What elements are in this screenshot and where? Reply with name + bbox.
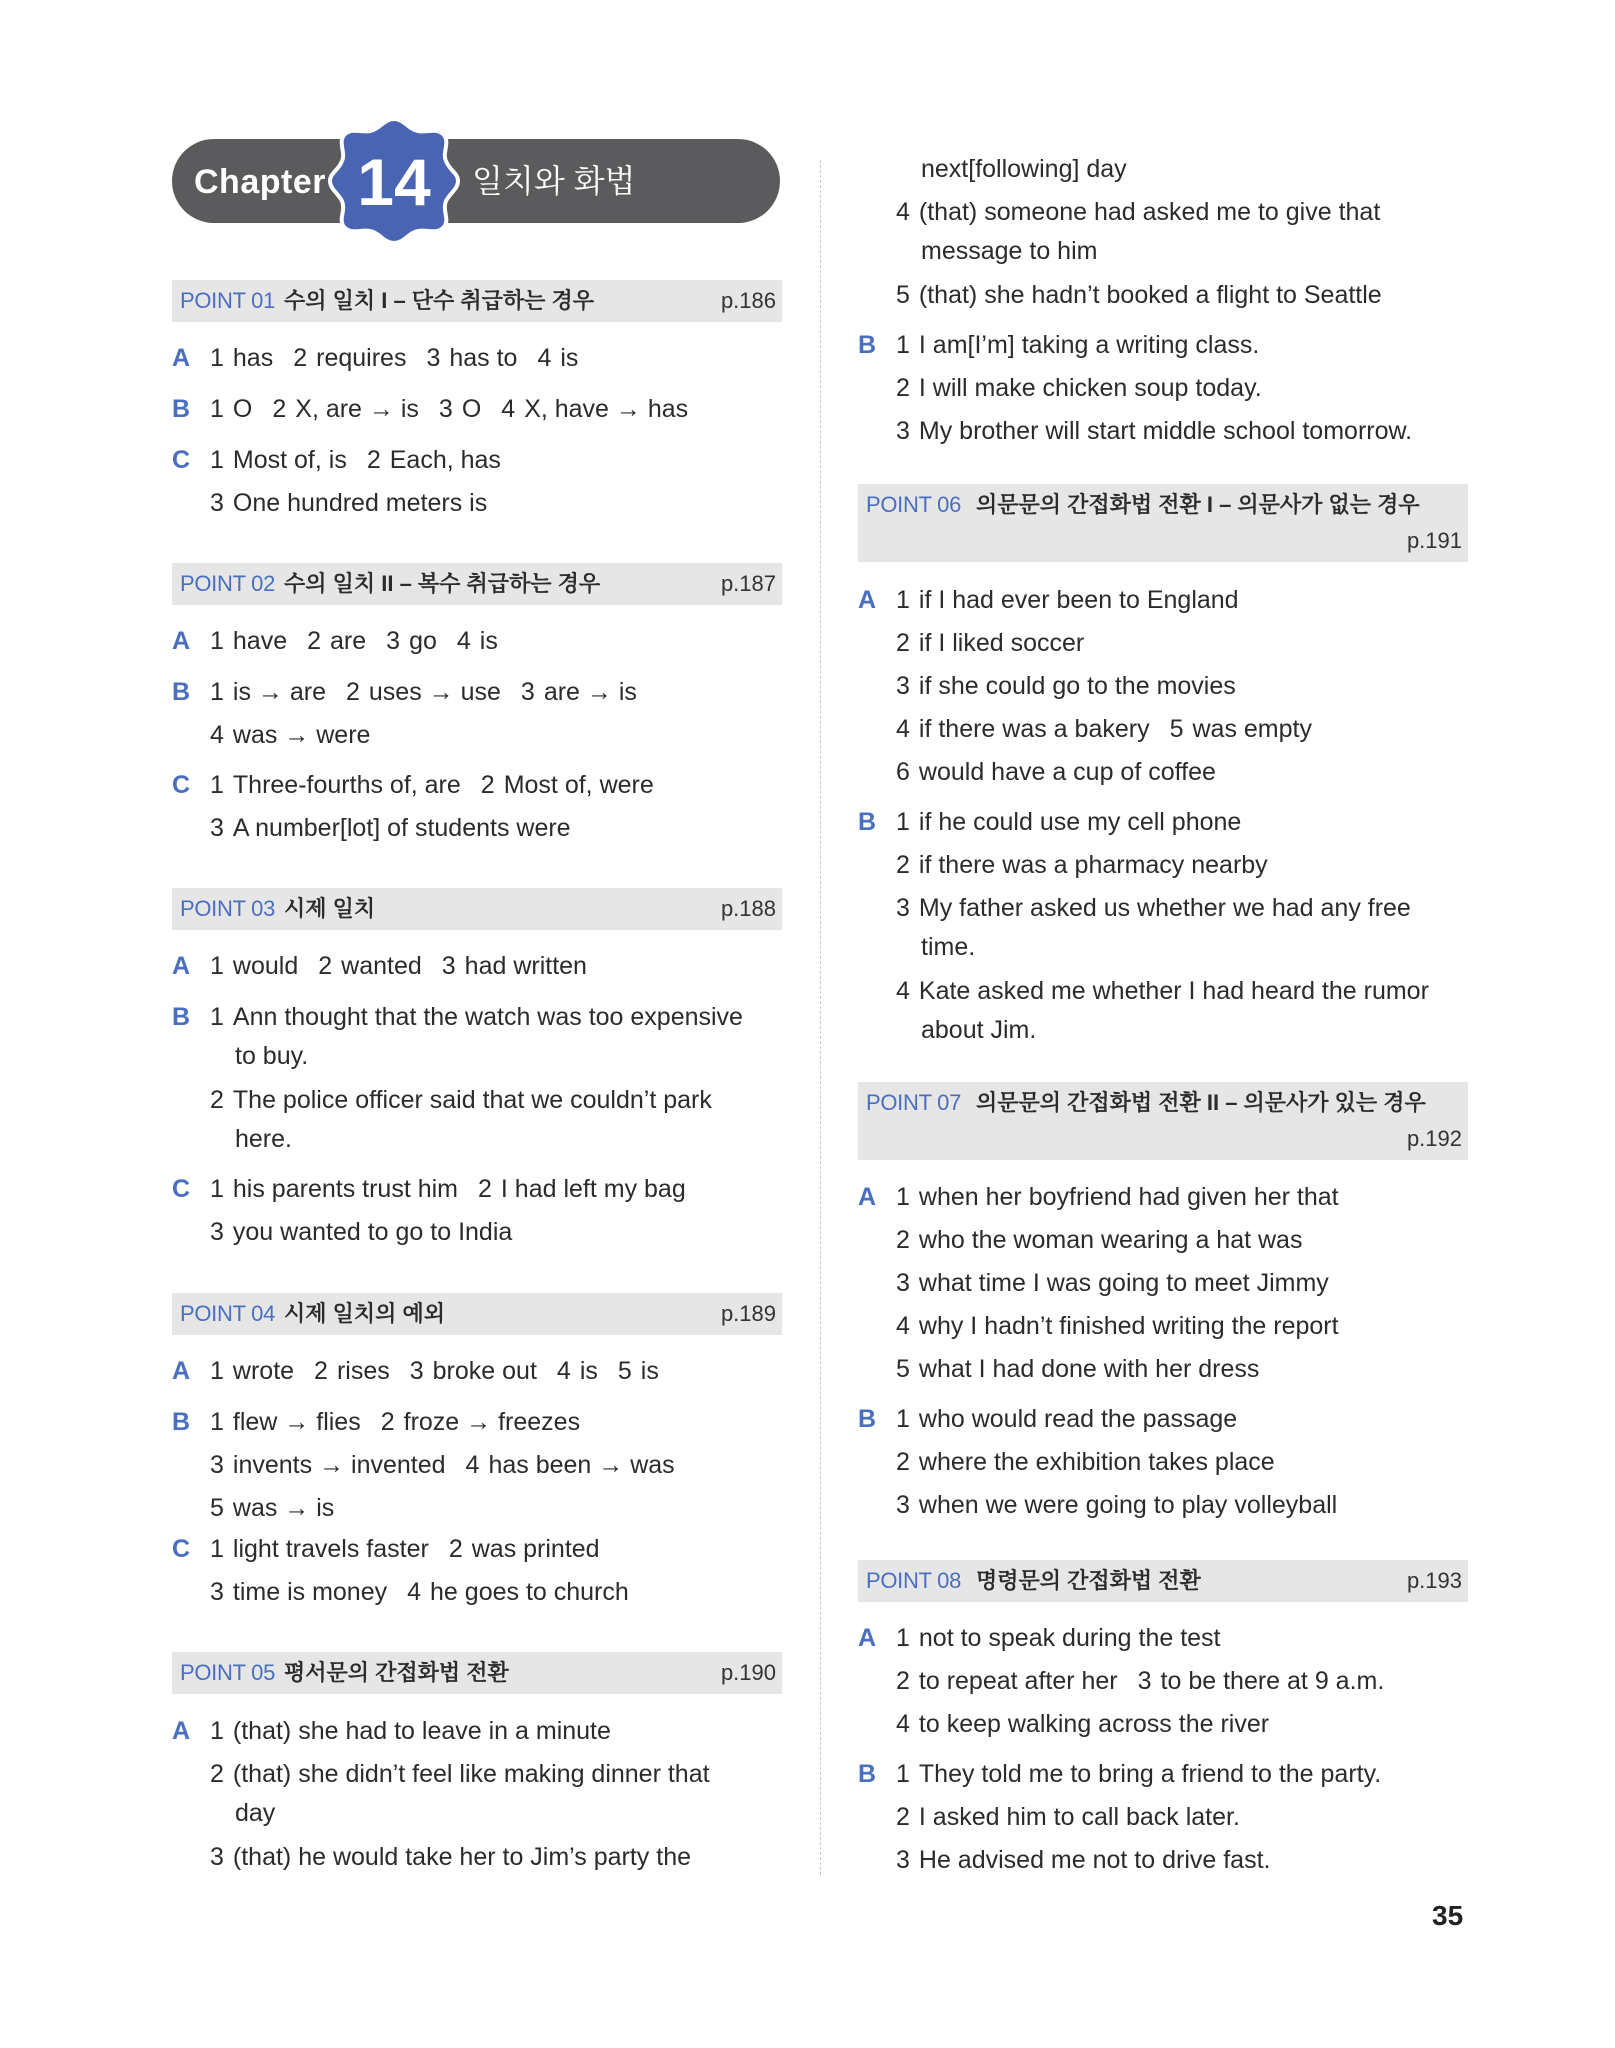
point-page-ref: p.188 <box>720 896 776 921</box>
answer-line: 5 was → is <box>210 1494 335 1522</box>
point-06-header <box>858 484 1468 562</box>
answer-line: 2 I asked him to call back later. <box>896 1803 1240 1831</box>
answer-line: 2 (that) she didn’t feel like making dinner that <box>210 1760 710 1788</box>
page-number: 35 <box>1432 1900 1464 1931</box>
answer-line: 3 you wanted to go to India <box>210 1218 513 1246</box>
point-05-header <box>172 1652 782 1694</box>
answer-line: 6 would have a cup of coffee <box>896 758 1216 786</box>
answer-line: 2 if there was a pharmacy nearby <box>896 851 1268 879</box>
answer-letter-c: C <box>172 1175 191 1203</box>
answer-line: 1 has 2 requires 3 has to 4 is <box>210 344 579 372</box>
point-08-header <box>858 1560 1468 1602</box>
answer-line: 1 when her boyfriend had given her that <box>896 1183 1339 1211</box>
column-divider <box>820 160 821 1875</box>
point-page-ref: p.192 <box>1406 1126 1462 1151</box>
answer-line-continuation: about Jim. <box>921 1016 1037 1044</box>
point-title: 수의 일치 I – 단수 취급하는 경우 <box>284 288 595 313</box>
answer-letter-a: A <box>858 1183 877 1211</box>
answer-letter-a: A <box>172 1357 191 1385</box>
point-page-ref: p.193 <box>1406 1568 1462 1593</box>
answer-line: 3 what time I was going to meet Jimmy <box>896 1269 1329 1297</box>
point-title: 시제 일치의 예외 <box>284 1301 445 1326</box>
answer-line: 4 Kate asked me whether I had heard the rumor <box>896 977 1429 1005</box>
answer-letter-a: A <box>858 1624 877 1652</box>
answer-line: 1 Ann thought that the watch was too expensive <box>210 1003 743 1031</box>
answer-line: 2 The police officer said that we couldn’t park <box>210 1086 712 1114</box>
point-03-header <box>172 888 782 930</box>
answer-line-continuation: to buy. <box>235 1042 309 1070</box>
answer-line: 4 if there was a bakery 5 was empty <box>896 715 1312 743</box>
answer-letter-a: A <box>172 1717 191 1745</box>
answer-letter-b: B <box>858 331 877 359</box>
answer-line: 1 would 2 wanted 3 had written <box>210 952 587 980</box>
point-title: 의문문의 간접화법 전환 I – 의문사가 없는 경우 <box>976 492 1420 517</box>
answer-line: 4 (that) someone had asked me to give that <box>896 198 1381 226</box>
answer-letter-b: B <box>172 1003 191 1031</box>
answer-line: 1 They told me to bring a friend to the party. <box>896 1760 1382 1788</box>
answer-line: 3 One hundred meters is <box>210 489 488 517</box>
chapter-number: 14 <box>357 145 431 219</box>
point-page-ref: p.191 <box>1406 528 1462 553</box>
answer-line: 1 his parents trust him 2 I had left my bag <box>210 1175 686 1203</box>
answer-line: 2 to repeat after her 3 to be there at 9 a.m. <box>896 1667 1385 1695</box>
answer-line: 1 (that) she had to leave in a minute <box>210 1717 611 1745</box>
answer-letter-b: B <box>172 678 191 706</box>
point-page-ref: p.190 <box>720 1660 776 1685</box>
answer-letter-c: C <box>172 1535 191 1563</box>
point-page-ref: p.186 <box>720 288 776 313</box>
answer-line: 2 if I liked soccer <box>896 629 1085 657</box>
point-title: 명령문의 간접화법 전환 <box>976 1568 1201 1593</box>
chapter-banner <box>172 137 782 225</box>
answer-letter-a: A <box>858 586 877 614</box>
answer-letter-b: B <box>172 395 191 423</box>
answer-letter-c: C <box>172 771 191 799</box>
answer-line: 3 A number[lot] of students were <box>210 814 571 842</box>
chapter-badge <box>328 115 460 247</box>
point-tag: POINT 03 <box>180 896 276 921</box>
answer-line-continuation: time. <box>921 933 976 961</box>
point-title: 수의 일치 II – 복수 취급하는 경우 <box>284 571 601 596</box>
answer-line: 3 invents → invented 4 has been → was <box>210 1451 675 1479</box>
answer-line: 1 light travels faster 2 was printed <box>210 1535 600 1563</box>
point-title: 시제 일치 <box>284 896 376 921</box>
answer-line: 5 (that) she hadn’t booked a flight to Seattle <box>896 281 1382 309</box>
answer-line: 3 My brother will start middle school tomorrow. <box>896 417 1413 445</box>
point-tag: POINT 06 <box>866 492 962 517</box>
answer-line: 1 Most of, is 2 Each, has <box>210 446 501 474</box>
answer-line: 3 if she could go to the movies <box>896 672 1236 700</box>
answer-line-continuation: day <box>235 1799 276 1827</box>
answer-line: 1 if he could use my cell phone <box>896 808 1242 836</box>
answer-line: 3 He advised me not to drive fast. <box>896 1846 1271 1874</box>
point-tag: POINT 07 <box>866 1090 962 1115</box>
answer-line: 1 Three-fourths of, are 2 Most of, were <box>210 771 654 799</box>
answer-line: 2 who the woman wearing a hat was <box>896 1226 1303 1254</box>
answer-line: 1 O 2 X, are → is 3 O 4 X, have → has <box>210 395 689 423</box>
answer-line: 2 I will make chicken soup today. <box>896 374 1262 402</box>
point-01-header <box>172 280 782 322</box>
answer-line: 2 where the exhibition takes place <box>896 1448 1275 1476</box>
point-07-header <box>858 1082 1468 1160</box>
answer-line: 4 why I hadn’t finished writing the report <box>896 1312 1339 1340</box>
answer-letter-a: A <box>172 627 191 655</box>
answer-line: 3 (that) he would take her to Jim’s party the <box>210 1843 691 1871</box>
answer-line-continuation: here. <box>235 1125 292 1153</box>
answer-letter-b: B <box>172 1408 191 1436</box>
answer-line: 4 to keep walking across the river <box>896 1710 1270 1738</box>
point-tag: POINT 05 <box>180 1660 276 1685</box>
answer-line-continuation: message to him <box>921 237 1098 265</box>
answer-line: 1 have 2 are 3 go 4 is <box>210 627 498 655</box>
answer-letter-a: A <box>172 952 191 980</box>
answer-line: 3 My father asked us whether we had any free <box>896 894 1411 922</box>
point-tag: POINT 01 <box>180 288 276 313</box>
answer-line: 5 what I had done with her dress <box>896 1355 1260 1383</box>
answer-line: 1 if I had ever been to England <box>896 586 1239 614</box>
point-tag: POINT 08 <box>866 1568 962 1593</box>
answer-letter-a: A <box>172 344 191 372</box>
answer-letter-b: B <box>858 808 877 836</box>
answer-line: 1 is → are 2 uses → use 3 are → is <box>210 678 637 706</box>
answer-line: 1 I am[I’m] taking a writing class. <box>896 331 1260 359</box>
point-02-header <box>172 563 782 605</box>
answer-letter-c: C <box>172 446 191 474</box>
answer-letter-b: B <box>858 1760 877 1788</box>
answer-line: 1 wrote 2 rises 3 broke out 4 is 5 is <box>210 1357 659 1385</box>
point-title: 평서문의 간접화법 전환 <box>284 1660 509 1685</box>
point-tag: POINT 02 <box>180 571 276 596</box>
point-page-ref: p.187 <box>720 571 776 596</box>
point-title: 의문문의 간접화법 전환 II – 의문사가 있는 경우 <box>976 1090 1426 1115</box>
answer-letter-b: B <box>858 1405 877 1433</box>
point-04-header <box>172 1293 782 1335</box>
answer-line-continuation: next[following] day <box>921 155 1127 183</box>
point-tag: POINT 04 <box>180 1301 276 1326</box>
answer-line: 1 not to speak during the test <box>896 1624 1221 1652</box>
answer-line: 4 was → were <box>210 721 371 749</box>
chapter-title: 일치와 화법 <box>472 163 636 199</box>
answer-line: 3 when we were going to play volleyball <box>896 1491 1338 1519</box>
answer-line: 1 who would read the passage <box>896 1405 1238 1433</box>
answer-line: 1 flew → flies 2 froze → freezes <box>210 1408 581 1436</box>
point-page-ref: p.189 <box>720 1301 776 1326</box>
answer-line: 3 time is money 4 he goes to church <box>210 1578 629 1606</box>
chapter-label: Chapter <box>194 163 326 201</box>
